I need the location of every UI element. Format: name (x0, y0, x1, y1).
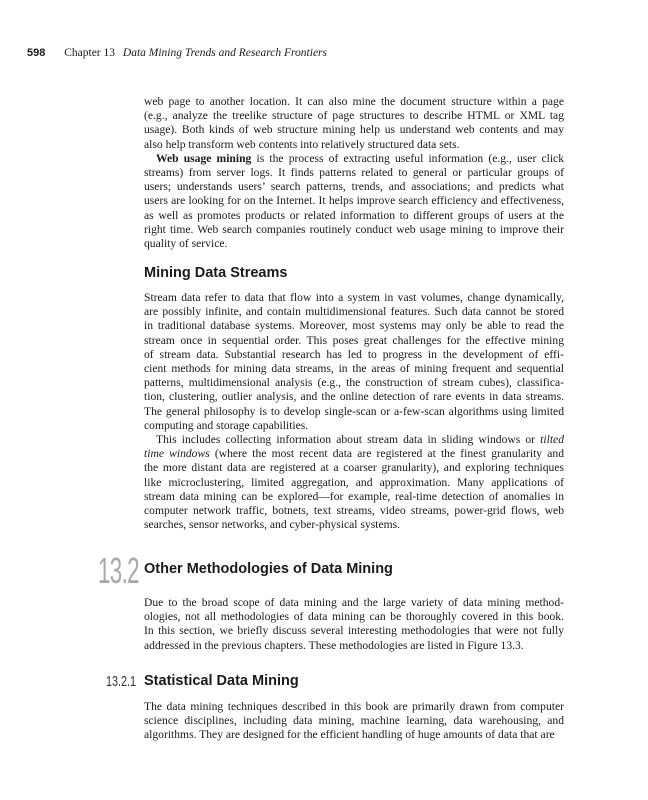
text-line (144, 596, 564, 610)
text-line (144, 348, 564, 362)
text-line (144, 390, 564, 404)
paragraph-web-usage (144, 152, 564, 251)
text-run: usage). Both kinds of web structure mining help us understand web contents and may (144, 123, 564, 137)
text-line (144, 518, 564, 532)
page-number: 598 (27, 47, 46, 59)
text-run: The data mining techniques described in this book are primarily drawn from computer (144, 700, 564, 713)
text-line (144, 504, 564, 518)
text-line (144, 728, 564, 742)
text-run: like microclustering, limited aggregation, and approximation. Many applications of (144, 475, 564, 489)
text-run: This includes collecting information about stream data in sliding windows or (156, 433, 541, 446)
text-run: is the process of extracting useful information (e.g., user click (251, 151, 565, 165)
text-line (144, 700, 564, 714)
text-run: users; understands users’ search patterns, trends, and associations; and predicts what (144, 180, 564, 194)
heading-other-methodologies: Other Methodologies of Data Mining (144, 561, 393, 577)
text-line (144, 639, 564, 653)
text-run: In this section, we briefly discuss several interesting methodologies that were not fully (144, 624, 564, 638)
italic-term: time windows (144, 447, 210, 461)
text-run: web page to another location. It can also mine the document structure within a page (144, 95, 564, 108)
text-line (144, 152, 564, 166)
text-line (144, 433, 564, 447)
text-line (144, 95, 564, 109)
text-line (144, 334, 564, 348)
text-run: as well as promotes products or related information to different groups of users at the (144, 208, 564, 222)
text-line (144, 461, 564, 475)
text-line (144, 291, 564, 305)
text-line (144, 447, 564, 461)
text-run: addressed in the previous chapters. These methodologies are listed in Figure 13.3. (144, 638, 524, 652)
subsection-number: 13.2.1 (106, 673, 137, 690)
text-line (144, 405, 564, 419)
heading-statistical-data-mining: Statistical Data Mining (144, 673, 299, 689)
text-line (144, 166, 564, 180)
text-run: quality of service. (144, 236, 228, 250)
text-run: (where the most recent data are registered at the finest granularity and (209, 447, 564, 461)
chapter-title: Data Mining Trends and Research Frontiers (122, 47, 328, 59)
paragraph-stream-data (144, 291, 564, 433)
text-line (144, 714, 564, 728)
text-line (144, 237, 564, 251)
text-run: searches, sensor networks, and cyber-physical systems. (144, 518, 401, 532)
text-run: Stream data refer to data that flow into a system in vast volumes, change dynamically, (144, 291, 564, 304)
text-line (144, 419, 564, 433)
text-run: (e.g., analyze the treelike structure of page structures to describe HTML or XML tag (144, 109, 564, 123)
text-run: are possibly infinite, and contain multidimensional features. Such data cannot be stored (144, 305, 564, 319)
text-run: patterns, multidimensional analysis (e.g., the construction of stream cubes), classifica- (144, 376, 564, 390)
section-number: 13.2 (98, 550, 139, 591)
text-run: of stream data. Substantial research has led to progress in the development of effi- (144, 347, 564, 361)
text-line (144, 209, 564, 223)
text-run: in traditional database systems. Moreover, most systems may only be able to read the (144, 319, 564, 333)
text-line (144, 305, 564, 319)
text-line (144, 223, 564, 237)
text-line (144, 123, 564, 137)
text-line (144, 180, 564, 194)
text-run: cient methods for mining data streams, in the areas of mining frequent and sequential (144, 361, 564, 375)
text-line (144, 476, 564, 490)
text-line (144, 376, 564, 390)
paragraph-statistical-data-mining (144, 700, 564, 743)
text-line (144, 194, 564, 208)
bold-term: Web usage mining (156, 151, 252, 165)
text-run: computer network traffic, botnets, text streams, video streams, power-grid flows, web (144, 503, 564, 517)
text-run: algorithms. They are designed for the efficient handling of huge amounts of data that are (144, 728, 555, 742)
text-run: science disciplines, including data mining, machine learning, data warehousing, and (144, 714, 564, 728)
chapter-label: Chapter 13 (64, 47, 116, 59)
text-line (144, 138, 564, 152)
text-run: Due to the broad scope of data mining and the large variety of data mining method- (144, 596, 564, 609)
text-run: also help transform web contents into relatively structured data sets. (144, 137, 460, 151)
text-run: users are looking for on the Internet. It helps improve search efficiency and effectiveness, (144, 194, 564, 208)
text-run: The general philosophy is to develop single-scan or a-few-scan algorithms using limited (144, 404, 564, 418)
text-line (144, 109, 564, 123)
text-run: ologies, not all methodologies of data mining can be thoroughly covered in this book. (144, 610, 564, 624)
text-run: computing and storage capabilities. (144, 418, 309, 432)
text-run: stream data mining can be explored—for example, real-time detection of anomalies in (144, 489, 564, 503)
text-run: the more distant data are registered at a coarser granularity), and exploring techniques (144, 461, 564, 475)
text-line (144, 362, 564, 376)
text-line (144, 610, 564, 624)
text-line (144, 490, 564, 504)
text-run: tion, clustering, outlier analysis, and the online detection of rare events in data streams. (144, 390, 564, 404)
italic-term: tilted (540, 433, 564, 446)
text-line (144, 319, 564, 333)
paragraph-stream-applications (144, 433, 564, 532)
running-header (27, 47, 327, 59)
text-run: stream once in sequential order. This poses great challenges for the effective mining (144, 333, 564, 347)
text-line (144, 624, 564, 638)
paragraph-methodologies-intro (144, 596, 564, 653)
paragraph-web-structure (144, 95, 564, 152)
heading-mining-data-streams: Mining Data Streams (144, 265, 288, 281)
text-run: right time. Web search companies routinely conduct web usage mining to improve their (144, 222, 564, 236)
text-run: streams) from server logs. It finds patterns related to general or particular groups of (144, 165, 564, 179)
